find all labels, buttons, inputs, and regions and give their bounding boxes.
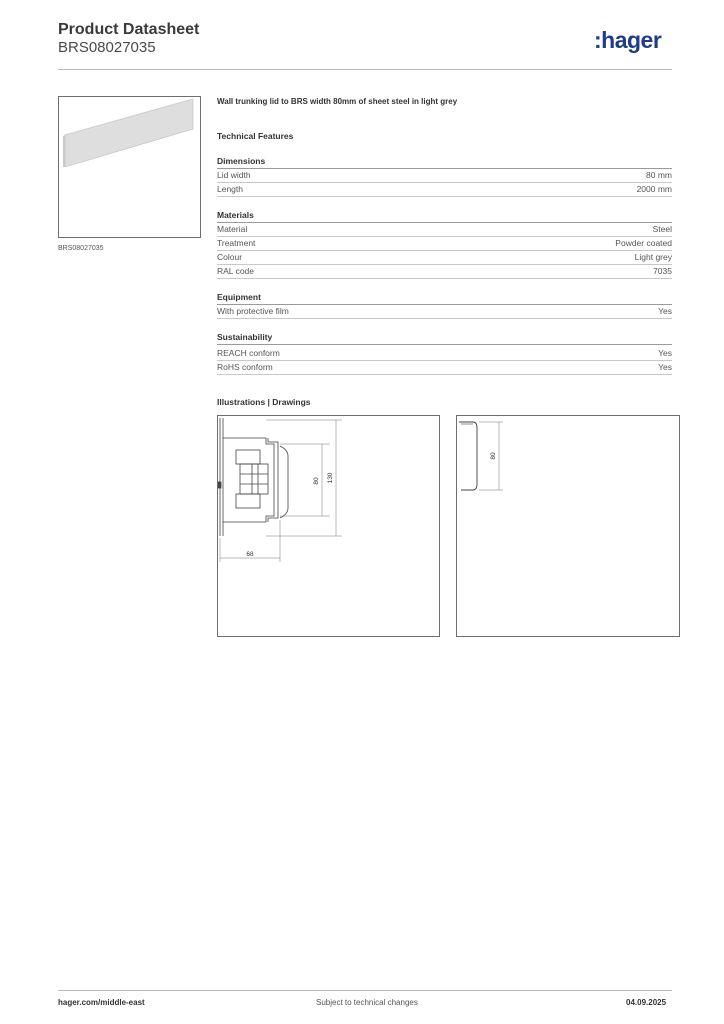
spec-label: RoHS conform [217, 362, 273, 372]
spec-label: Treatment [217, 238, 256, 248]
spec-value: Light grey [634, 252, 672, 262]
dim-label-depth: 68 [246, 551, 254, 558]
spec-value: 80 mm [646, 170, 672, 180]
hager-logo[interactable] [594, 27, 661, 54]
footer-website-link[interactable]: hager.com/middle-east [58, 998, 145, 1007]
lid-profile-svg [457, 416, 679, 636]
page-title: Product Datasheet [58, 21, 200, 38]
spec-label: REACH conform [217, 348, 280, 358]
spec-label: Length [217, 184, 243, 194]
spec-value: Steel [652, 224, 672, 234]
spec-value: Powder coated [615, 238, 672, 248]
spec-row [217, 361, 672, 375]
product-code: BRS08027035 [58, 39, 156, 56]
dim-label-outer: 130 [327, 472, 334, 484]
spec-row [217, 265, 672, 279]
footer-note: Subject to technical changes [316, 998, 418, 1007]
spec-row [217, 251, 672, 265]
product-description: Wall trunking lid to BRS width 80mm of sheet steel in light grey [217, 97, 458, 106]
section-title: Sustainability [217, 332, 672, 345]
spec-row [217, 305, 672, 319]
cross-section-drawing [217, 415, 440, 637]
spec-value: 2000 mm [636, 184, 672, 194]
spec-label: Material [217, 224, 248, 234]
logo-text: hager [601, 27, 662, 53]
materials-section [217, 210, 672, 279]
illustrations-heading: Illustrations | Drawings [217, 397, 311, 407]
lid-profile-drawing [456, 415, 680, 637]
spec-row [217, 347, 672, 361]
section-title: Materials [217, 210, 672, 223]
footer-divider [58, 990, 672, 991]
spec-label: RAL code [217, 266, 255, 276]
sustainability-section [217, 332, 672, 375]
spec-value: Yes [658, 362, 672, 372]
footer-date: 04.09.2025 [626, 998, 667, 1007]
spec-row [217, 183, 672, 197]
product-image [58, 96, 201, 238]
spec-row [217, 223, 672, 237]
spec-label: With protective film [217, 306, 289, 316]
spec-value: Yes [658, 348, 672, 358]
dim-label-height: 80 [490, 452, 497, 460]
technical-features-heading: Technical Features [217, 131, 294, 141]
logo-mark: : [594, 27, 602, 53]
spec-value: 7035 [653, 266, 672, 276]
trunking-lid-illustration [59, 97, 200, 237]
cross-section-svg [218, 416, 439, 636]
spec-value: Yes [658, 306, 672, 316]
section-title: Equipment [217, 292, 672, 305]
spec-label: Lid width [217, 170, 251, 180]
spec-row [217, 237, 672, 251]
spec-row [217, 169, 672, 183]
dim-label-inner: 80 [313, 477, 320, 485]
dimensions-section [217, 156, 672, 197]
section-title: Dimensions [217, 156, 672, 169]
header-divider [58, 69, 672, 70]
spec-label: Colour [217, 252, 243, 262]
equipment-section [217, 292, 672, 319]
image-caption: BRS08027035 [58, 245, 104, 252]
